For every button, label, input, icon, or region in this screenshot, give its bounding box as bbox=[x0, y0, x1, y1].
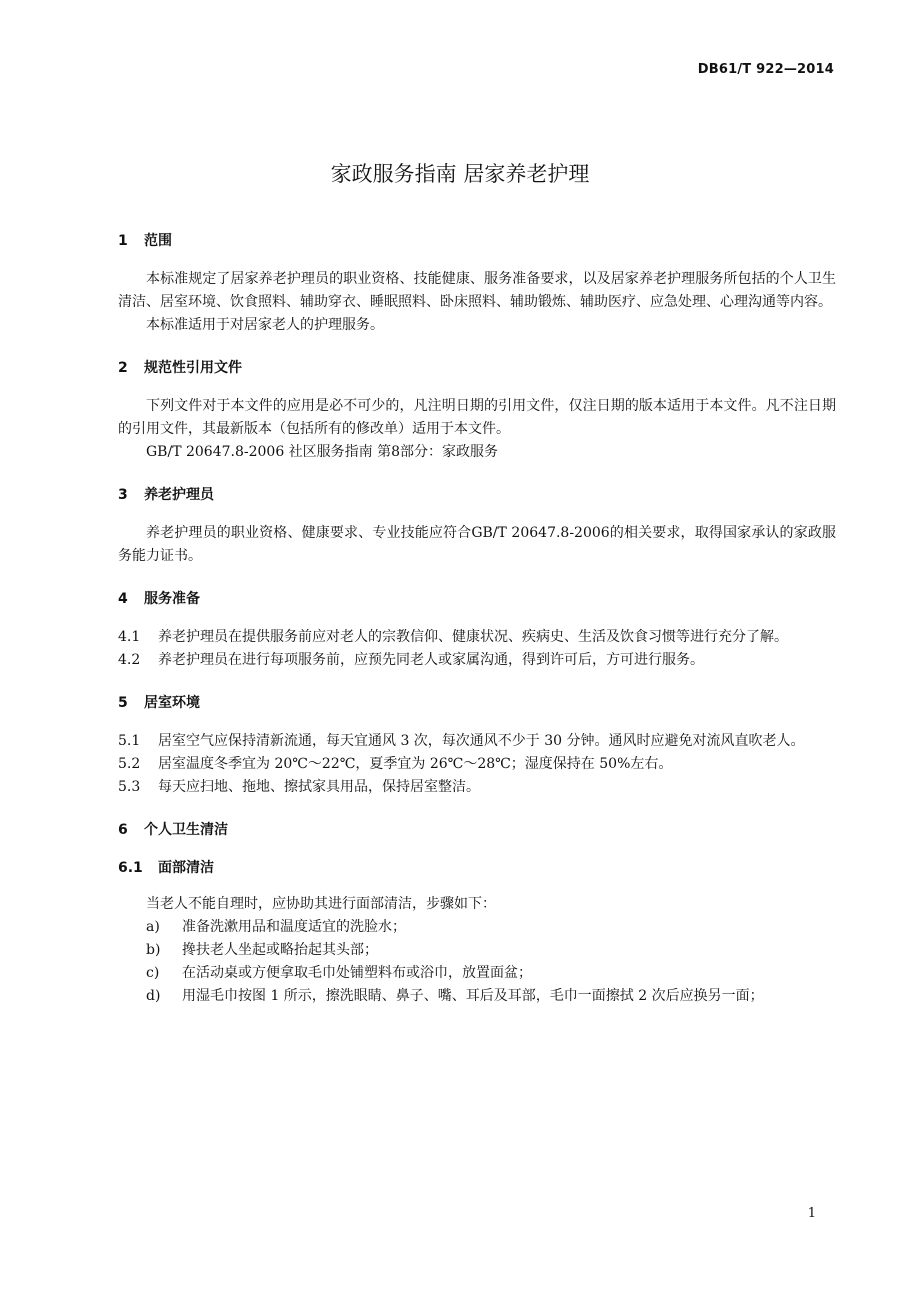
clause-text: 养老护理员在提供服务前应对老人的宗教信仰、健康状况、疾病史、生活及饮食习惯等进行充分了解。 bbox=[158, 629, 788, 645]
clause-number: 5.2 bbox=[118, 756, 141, 772]
section-4-heading bbox=[118, 588, 836, 610]
section-6-heading bbox=[118, 819, 836, 841]
section-title: 范围 bbox=[144, 233, 172, 249]
subsection-title: 面部清洁 bbox=[158, 860, 214, 876]
clause bbox=[118, 776, 836, 799]
list-item bbox=[118, 939, 836, 962]
section-title: 服务准备 bbox=[144, 591, 200, 607]
section-number: 6 bbox=[118, 822, 128, 838]
clause-text: 居室温度冬季宜为 20℃～22℃，夏季宜为 26℃～28℃；湿度保持在 50%左右。 bbox=[158, 756, 673, 772]
paragraph: 养老护理员的职业资格、健康要求、专业技能应符合GB/T 20647.8-2006的相关要求，取得国家承认的家政服务能力证书。 bbox=[118, 525, 836, 564]
section-title: 养老护理员 bbox=[144, 487, 214, 503]
page-number: 1 bbox=[807, 1206, 816, 1221]
paragraph: 本标准适用于对居家老人的护理服务。 bbox=[146, 317, 384, 333]
section-5-heading bbox=[118, 692, 836, 714]
section-number: 3 bbox=[118, 487, 128, 503]
section-number: 2 bbox=[118, 360, 128, 376]
clause-number: 4.2 bbox=[118, 652, 141, 668]
paragraph: 下列文件对于本文件的应用是必不可少的，凡注明日期的引用文件，仅注日期的版本适用于本文件。凡不注日期的引用文件，其最新版本（包括所有的修改单）适用于本文件。 bbox=[118, 398, 836, 437]
clause bbox=[118, 753, 836, 776]
list-item bbox=[118, 985, 836, 1008]
list-marker: d) bbox=[146, 988, 161, 1004]
clause-number: 4.1 bbox=[118, 629, 141, 645]
paragraph: 当老人不能自理时，应协助其进行面部清洁，步骤如下： bbox=[146, 896, 496, 912]
list-marker: c) bbox=[146, 965, 160, 981]
standard-code: DB61/T 922—2014 bbox=[697, 62, 834, 77]
clause-text: 每天应扫地、拖地、擦拭家具用品，保持居室整洁。 bbox=[158, 779, 480, 795]
list-marker: b) bbox=[146, 942, 161, 958]
clause bbox=[118, 649, 836, 672]
list-text: 用湿毛巾按图 1 所示，擦洗眼睛、鼻子、嘴、耳后及耳部，毛巾一面擦拭 2 次后应换另一面； bbox=[182, 988, 764, 1004]
list-item bbox=[118, 962, 836, 985]
section-title: 居室环境 bbox=[144, 695, 200, 711]
list-text: 搀扶老人坐起或略抬起其头部； bbox=[182, 942, 378, 958]
clause-text: 养老护理员在进行每项服务前，应预先同老人或家属沟通，得到许可后，方可进行服务。 bbox=[158, 652, 704, 668]
section-2-heading bbox=[118, 357, 836, 379]
clause-number: 5.3 bbox=[118, 779, 141, 795]
section-title: 规范性引用文件 bbox=[144, 360, 242, 376]
subsection-number: 6.1 bbox=[118, 860, 143, 876]
subsection-6-1-heading bbox=[118, 857, 836, 879]
paragraph: 本标准规定了居家养老护理员的职业资格、技能健康、服务准备要求，以及居家养老护理服务所包括的个人卫生清洁、居室环境、饮食照料、辅助穿衣、睡眠照料、卧床照料、辅助锻炼、辅助医疗、应急处理、心理沟通等内容。 bbox=[118, 271, 836, 310]
list-item bbox=[118, 916, 836, 939]
list-text: 在活动桌或方便拿取毛巾处铺塑料布或浴巾，放置面盆； bbox=[182, 965, 532, 981]
document-body bbox=[118, 230, 836, 1008]
section-number: 1 bbox=[118, 233, 128, 249]
normative-reference: GB/T 20647.8-2006 社区服务指南 第8部分：家政服务 bbox=[146, 444, 499, 460]
clause-text: 居室空气应保持清新流通，每天宜通风 3 次，每次通风不少于 30 分钟。通风时应避免对流风直吹老人。 bbox=[158, 733, 805, 749]
section-1-heading bbox=[118, 230, 836, 252]
list-marker: a) bbox=[146, 919, 160, 935]
document-title: 家政服务指南 居家养老护理 bbox=[330, 162, 590, 186]
clause bbox=[118, 730, 836, 753]
section-title: 个人卫生清洁 bbox=[144, 822, 228, 838]
section-3-heading bbox=[118, 484, 836, 506]
section-number: 4 bbox=[118, 591, 128, 607]
clause-number: 5.1 bbox=[118, 733, 141, 749]
section-number: 5 bbox=[118, 695, 128, 711]
list-text: 准备洗漱用品和温度适宜的洗脸水； bbox=[182, 919, 406, 935]
clause bbox=[118, 626, 836, 649]
